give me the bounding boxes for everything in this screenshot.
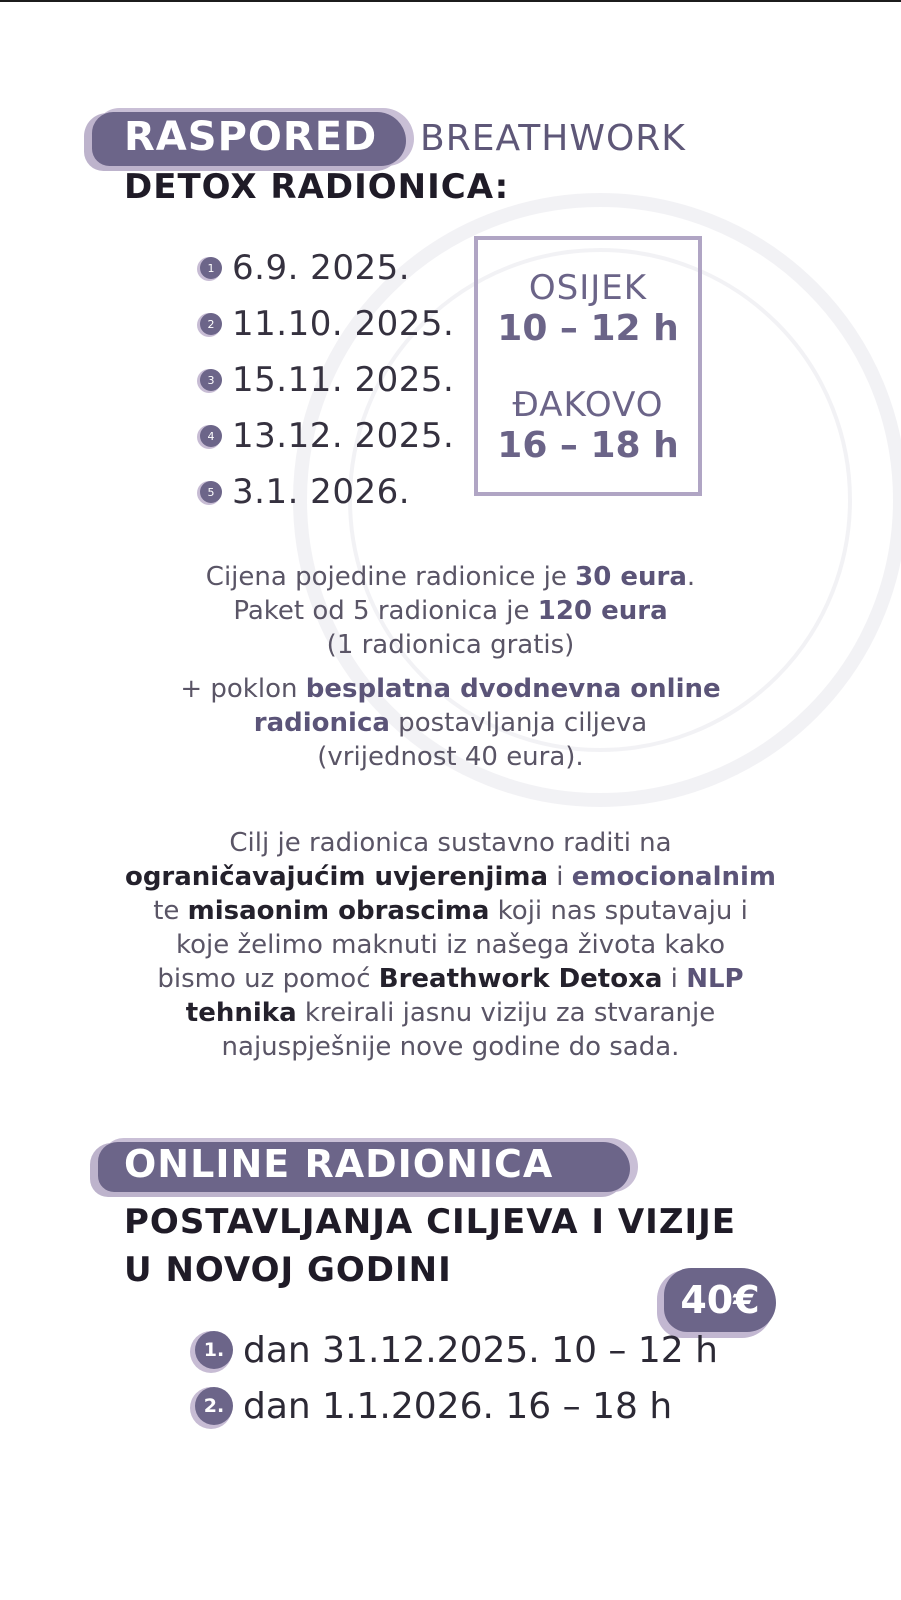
online-title-line1: POSTAVLJANJA CILJEVA I VIZIJE <box>124 1202 736 1242</box>
online-day-item: 2. dan 1.1.2026. 16 – 18 h <box>195 1378 718 1434</box>
number-badge: 1. <box>195 1331 233 1369</box>
location-hours: 16 – 18 h <box>497 425 679 466</box>
online-badge: ONLINE RADIONICA <box>124 1142 554 1186</box>
pricing-text: Cijena pojedine radionice je 30 eura. Paket od 5 radionica je 120 eura (1 radionica gratis) + poklon besplatna dvodnevna online radionica postavljanja ciljeva (vrijednost 40 eura). <box>180 562 721 772</box>
location-hours: 10 – 12 h <box>497 308 679 349</box>
number-badge: 5 <box>200 481 222 503</box>
top-border <box>0 0 901 2</box>
number-badge: 2. <box>195 1387 233 1425</box>
date-item: 1 6.9. 2025. <box>200 240 454 296</box>
date-item: 3 15.11. 2025. <box>200 352 454 408</box>
online-days-list <box>195 1322 718 1434</box>
date-item: 2 11.10. 2025. <box>200 296 454 352</box>
schedule-subtitle: DETOX RADIONICA: <box>124 167 510 207</box>
schedule-badge: RASPORED <box>124 114 378 160</box>
number-badge: 4 <box>200 425 222 447</box>
locations-box <box>474 236 702 496</box>
goal-text: Cilj je radionica sustavno raditi na ograničavajućim uvjerenjima i emocionalnim te misaonim obrascima koji nas sputavaju i koje želimo maknuti iz našega života kako bismo uz pomoć Breathwork Detoxa i NLP tehnika kreirali jasnu viziju za stvaranje najuspješnije nove godine do sada. <box>124 828 777 1062</box>
number-badge: 3 <box>200 369 222 391</box>
date-item: 5 3.1. 2026. <box>200 464 454 520</box>
schedule-title: BREATHWORK <box>420 118 686 159</box>
location-city: OSIJEK <box>528 268 648 308</box>
number-badge: 2 <box>200 313 222 335</box>
date-item: 4 13.12. 2025. <box>200 408 454 464</box>
online-day-item: 1. dan 31.12.2025. 10 – 12 h <box>195 1322 718 1378</box>
price-badge: 40€ <box>664 1268 776 1332</box>
online-title-line2: U NOVOJ GODINI <box>124 1250 452 1290</box>
location-city: ĐAKOVO <box>512 385 664 425</box>
dates-list <box>200 240 454 520</box>
number-badge: 1 <box>200 257 222 279</box>
